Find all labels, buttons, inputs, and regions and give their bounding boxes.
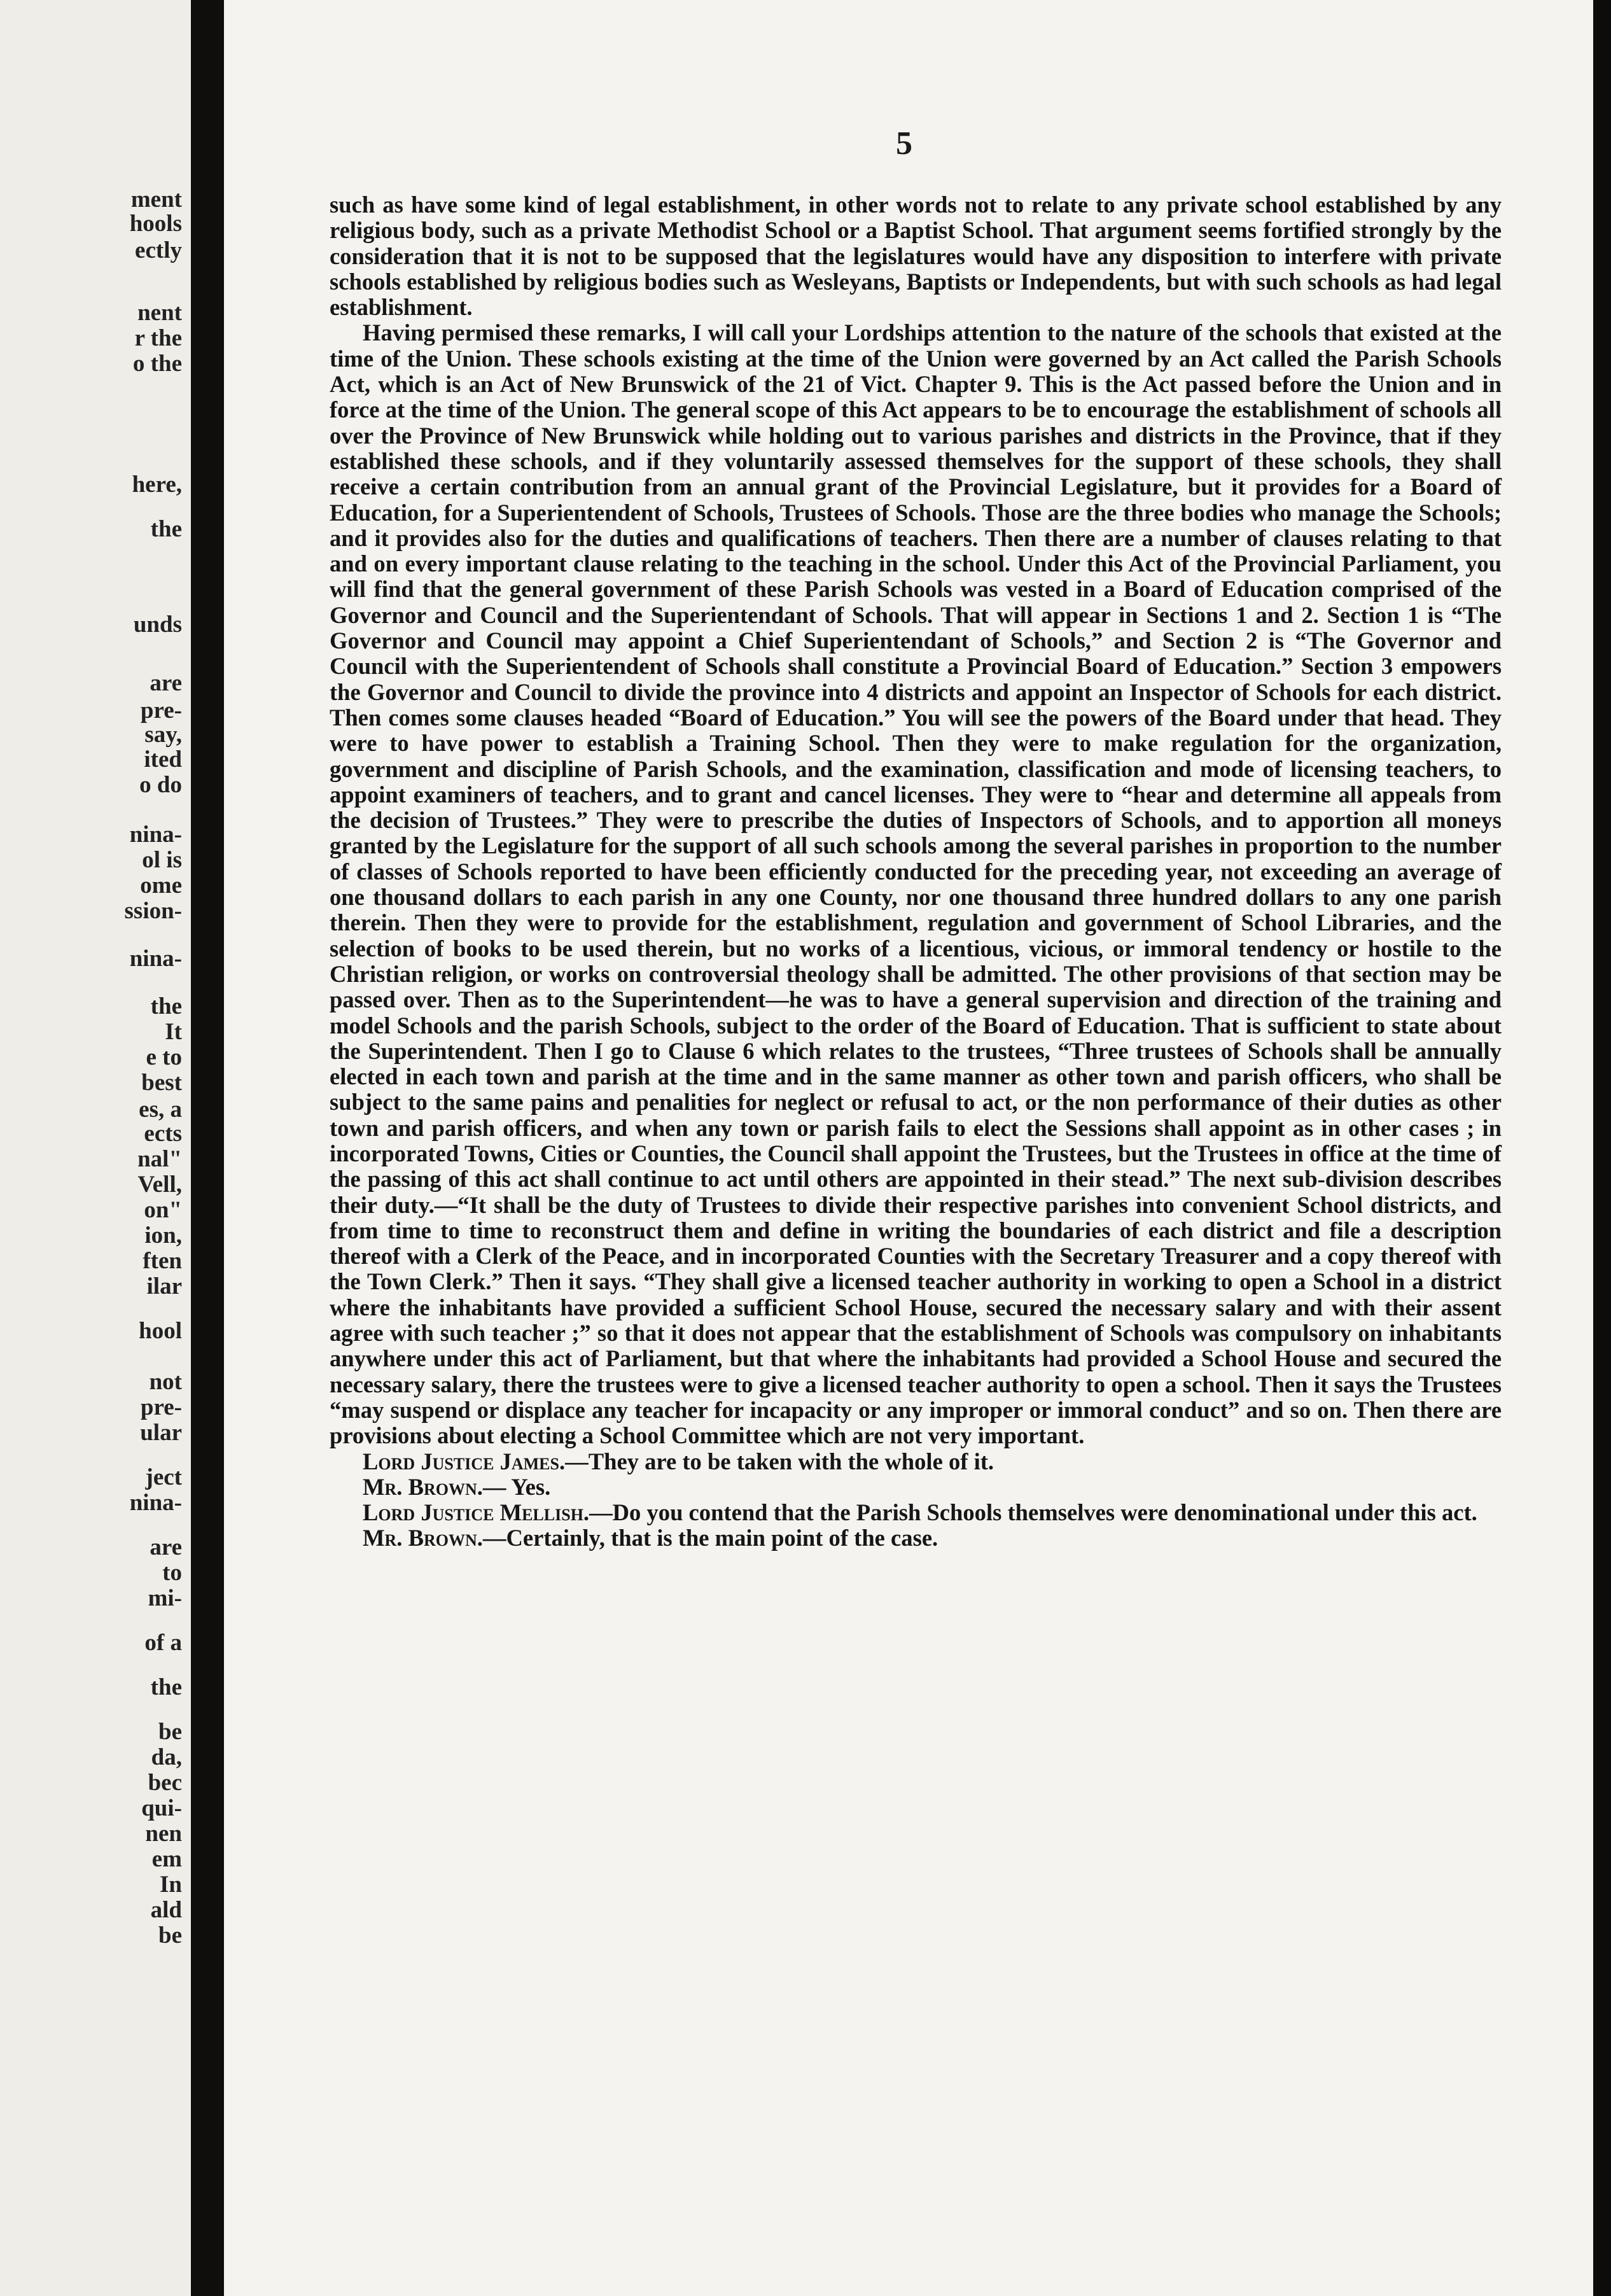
dialogue-line [330, 1525, 1502, 1551]
facing-page-edge [0, 0, 191, 2296]
dialogue-line [330, 1500, 1502, 1525]
facing-page-fragment: ject [145, 1464, 182, 1490]
facing-page-fragment: ion, [144, 1222, 182, 1249]
facing-page-fragment: ectly [135, 237, 182, 263]
speaker-name: Mr. Brown. [363, 1525, 483, 1551]
dialogue-text: — Yes. [482, 1473, 551, 1500]
facing-page-fragment: It [165, 1019, 182, 1045]
facing-page-fragment: here, [132, 472, 182, 498]
facing-page-fragment: da, [151, 1744, 182, 1770]
facing-page-fragment: nen [145, 1821, 182, 1847]
facing-page-fragment: to [162, 1560, 182, 1586]
facing-page-fragment: ol is [142, 847, 182, 873]
facing-page-fragment: es, a [139, 1096, 182, 1123]
facing-page-fragment: are [150, 1534, 182, 1560]
facing-page-fragment: ilar [146, 1273, 182, 1299]
facing-page-fragment: nina- [129, 1490, 182, 1516]
facing-page-fragment: the [150, 1674, 182, 1700]
dialogue-text: —Do you contend that the Parish Schools themselves were denominational under this act. [589, 1499, 1477, 1526]
facing-page-fragment: em [151, 1846, 182, 1872]
facing-page-fragment: ften [143, 1248, 182, 1274]
paragraph: Having permised these remarks, I will call your Lordships attention to the nature of the schools that existed at the time of the Union. These schools existing at the time of the Union were governed by an Act called the Parish Schools Act, which is an Act of New Brunswick of the 21 of Vict. Chapter 9. This is the Act passed before the Union and in force at the time of the Union. The general scope of this Act appears to be to encourage the establishment of schools all over the Province of New Brunswick while holding out to various parishes and districts in the Province, that if they established these schools, and if they voluntarily assessed themselves for the support of these schools, they shall receive a certain contribution from an annual grant of the Provincial Legislature, but it provides for a Board of Education, for a Superientendent of Schools, Trustees of Schools. Those are the three bodies who manage the Schools; and it provides also for the duties and qualifications of teachers. Then there are a number of clauses relating to that and on every important clause relating to the teaching in the school. Under this Act of the Provincial Parliament, you will find that the general government of these Parish Schools was vested in a Board of Education comprised of the Governor and Council and the Superientendant of Schools. That will appear in Sections 1 and 2. Section 1 is “The Governor and Council may appoint a Chief Superientendant of Schools,” and Section 2 is “The Governor and Council with the Superientendent of Schools shall constitute a Provincial Board of Education.” Section 3 empowers the Governor and Council to divide the province into 4 districts and appoint an Inspector of Schools for each district. Then comes some clauses headed “Board of Education.” You will see the powers of the Board under that head. They were to have power to establish a Training School. Then they were to make regulation for the organization, government and discipline of Parish Schools, and the examination, classification and mode of licensing teachers, to appoint examiners of teachers, and to grant and cancel licenses. They were to “hear and determine all appeals from the decision of Trustees.” They were to prescribe the duties of Inspectors of Schools, and to apportion all moneys granted by the Legislature for the support of all such schools among the several parishes in proportion to the number of classes of Schools reported to have been efficiently conducted for the preceding year, not exceeding an average of one thousand dollars to each parish in any one County, nor one thousand three hundred dollars to any one parish therein. Then they were to provide for the establishment, regulation and government of School Libraries, and the selection of books to be used therein, but no works of a licentious, vicious, or immoral tendency or hostile to the Christian religion, or works on controversial theology shall be admitted. The other provisions of that section may be passed over. Then as to the Superintendent—he was to have a general supervision and direction of the training and model Schools and the parish Schools, subject to the order of the Board of Education. That is sufficient to state about the Superintendent. Then I go to Clause 6 which relates to the trustees, “Three trustees of Schools shall be annually elected in each town and parish at the time and in the same manner as other town and parish officers, who shall be subject to the same pains and penalities for neglect or refusal to act, or the non performance of their duties as other town and parish officers, and when any town or parish fails to elect the Sessions shall appoint as in other cases ; in incorporated Towns, Cities or Counties, the Council shall appoint the Trustees, but the Trustees in office at the time of the passing of this act shall continue to act until others are appointed in their stead.” The next sub-division describes their duty.—“It shall be the duty of Trustees to divide their respective parishes into convenient School districts, and from time to time to reconstruct them and define in writing the boundaries of each district and file a description thereof with a Clerk of the Peace, and in incorporated Counties with the Secretary Treasurer and a copy thereof with the Town Clerk.” Then it says. “They shall give a licensed teacher authority in working to open a School in a district where the inhabitants have provided a sufficient School House, secured the necessary salary and with their assent agree with such teacher ;” so that it does not appear that the establishment of Schools was compulsory on inhabitants anywhere under this act of Parliament, but that where the inhabitants had provided a School House and secured the necessary salary, there the trustees were to give a licensed teacher authority to open a school. Then it says the Trustees “may suspend or displace any teacher for incapacity or any improper or immoral conduct” and so on. Then there are provisions about electing a School Committee which are not very important. [330, 319, 1502, 1449]
facing-page-fragment: bec [148, 1770, 182, 1796]
facing-page-fragment: Vell, [137, 1172, 182, 1198]
facing-page-fragment: nina- [129, 946, 182, 972]
facing-page-fragment: pre- [140, 697, 182, 724]
facing-page-fragment: not [149, 1369, 182, 1395]
facing-page-fragment: the [150, 516, 182, 542]
facing-page-fragment: hool [139, 1318, 182, 1344]
facing-page-fragment: e to [146, 1044, 182, 1070]
facing-page-fragment: In [160, 1872, 182, 1898]
facing-page-fragment: pre- [140, 1394, 182, 1420]
book-gutter [191, 0, 224, 2296]
facing-page-fragment: the [150, 993, 182, 1019]
speaker-name: Lord Justice James. [363, 1448, 566, 1474]
facing-page-fragment: nal" [137, 1146, 182, 1172]
dialogue-line [330, 1474, 1502, 1500]
body-text [330, 192, 1502, 1551]
dialogue-line [330, 1449, 1502, 1474]
facing-page-fragment: mi- [148, 1585, 182, 1611]
facing-page-fragment: nina- [129, 822, 182, 848]
facing-page-fragment: ited [144, 746, 182, 773]
facing-page-fragment: ment [130, 186, 182, 213]
facing-page-fragment: ome [140, 872, 182, 899]
facing-page-fragment: o do [139, 772, 182, 798]
facing-page-fragment: best [141, 1070, 182, 1096]
facing-page-fragment: be [158, 1719, 182, 1745]
facing-page-fragment: are [150, 670, 182, 696]
facing-page-fragment: say, [144, 722, 182, 748]
facing-page-fragment: ssion- [124, 898, 182, 924]
facing-page-fragment: nent [137, 300, 182, 326]
document-page [224, 0, 1593, 2296]
speaker-name: Lord Justice Mellish. [363, 1499, 590, 1526]
facing-page-fragment: hools [129, 211, 182, 237]
facing-page-fragment: ects [144, 1121, 182, 1147]
facing-page-fragment: of a [144, 1630, 182, 1656]
facing-page-fragment: ular [140, 1420, 182, 1446]
facing-page-fragment: on" [144, 1197, 182, 1223]
facing-page-fragment: unds [133, 612, 182, 638]
speaker-name: Mr. Brown. [363, 1473, 483, 1500]
facing-page-fragment: r the [134, 325, 182, 351]
dialogue-text: —Certainly, that is the main point of the case. [482, 1525, 938, 1551]
facing-page-fragment: o the [132, 351, 182, 377]
facing-page-fragment: be [158, 1922, 182, 1949]
dialogue-text: —They are to be taken with the whole of it. [565, 1448, 994, 1474]
paragraph: such as have some kind of legal establishment, in other words not to relate to any private school established by any religious body, such as a private Methodist School or a Baptist School. That argument seems fortified strongly by the consideration that it is not to be supposed that the legislatures would have any disposition to interfere with private schools established by religious bodies such as Wesleyans, Baptists or Independents, but with such schools as had legal establishment. [330, 192, 1502, 321]
book-edge-shadow [1593, 0, 1611, 2296]
facing-page-fragment: ald [150, 1897, 182, 1923]
page-number: 5 [896, 125, 912, 162]
facing-page-fragment: qui- [141, 1795, 182, 1821]
